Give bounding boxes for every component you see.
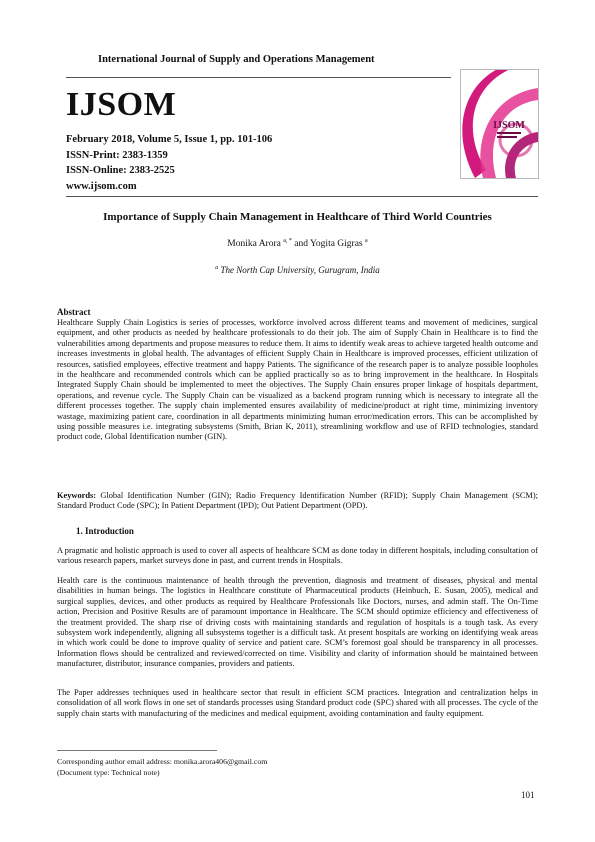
intro-paragraph-3: The Paper addresses techniques used in healthcare sector that result in efficient SCM practices. Integration and centralization helps in consolidation of all work flows in one set of standards processes using Standard product code (SPC) shared with all processes. The cycle of the supply chain starts with manufacturing of the medicines and medical equipment, avoiding contamination and faulty equipment. bbox=[57, 688, 538, 718]
header-rule bbox=[66, 77, 451, 78]
website: www.ijsom.com bbox=[66, 180, 137, 192]
issn-online: ISSN-Online: 2383-2525 bbox=[66, 165, 175, 176]
affiliation-text: The North Cap University, Gurugram, India bbox=[218, 265, 380, 275]
cover-logo-text: IJSOM bbox=[493, 120, 525, 131]
author-1-affil-mark: a, * bbox=[283, 237, 292, 244]
authors bbox=[0, 239, 595, 249]
corresponding-author: Corresponding author email address: monika.arora406@gmail.com bbox=[57, 757, 268, 766]
journal-acronym: IJSOM bbox=[66, 86, 177, 123]
cover-graphic bbox=[461, 70, 538, 178]
journal-cover-image bbox=[460, 69, 539, 179]
author-2-affil-mark: a bbox=[365, 237, 368, 244]
keywords-label: Keywords: bbox=[57, 491, 97, 500]
journal-name: International Journal of Supply and Operations Management bbox=[98, 54, 375, 65]
affiliation-mark: a bbox=[215, 265, 219, 271]
document-type: (Document type: Technical note) bbox=[57, 767, 160, 777]
footnote bbox=[57, 757, 267, 778]
abstract-heading: Abstract bbox=[57, 307, 91, 317]
keywords bbox=[57, 491, 538, 512]
journal-meta bbox=[66, 132, 272, 194]
footnote-rule bbox=[57, 750, 217, 751]
section-heading-introduction: 1. Introduction bbox=[76, 526, 134, 536]
issn-print: ISSN-Print: 2383-1359 bbox=[66, 149, 168, 161]
page-number: 101 bbox=[521, 790, 535, 800]
intro-paragraph-1: A pragmatic and holistic approach is used to cover all aspects of healthcare SCM as done today in different hospitals, including consultation of various research papers, market surveys done in past, and current trends in Hospitals. bbox=[57, 546, 538, 566]
affiliation bbox=[0, 265, 595, 275]
paper-title: Importance of Supply Chain Management in Healthcare of Third World Countries bbox=[103, 211, 492, 223]
abstract-text: Healthcare Supply Chain Logistics is series of processes, workforce involved across different teams and movement of medicines, surgical equipment, and other products as needed by healthcare professionals to do their job. The aim of Supply Chain in Healthcare is to find the vulnerabilities among departments and propose measures to reduce them. It aims to identify weak areas to achieve targeted health outcome and increases investments in global health. The advantages of efficient Supply Chain in Healthcare is improved processes, efficient utilization of resources, satisfied employees, effective treatment and happy Patients. The significance of the research paper is to analyze possible loopholes in the healthcare and recommended controls which can be applied practically so as to bring improvement in the healthcare. In Hospitals Integrated Supply Chain should be implemented to meet the objectives. The Supply Chain ensures proper linkage of hospitals department, operations, and revenue cycle. The Supply Chain can be visualized as a backend program running which is necessary to integrate all the different processes together. The supply chain implemented ensures availability of medicine/product at right time, minimizing inventory wastage, maximizing patient care, coordination in all departments minimizing human error/medication errors. This can be accomplished by using possible measures i.e. integrating subsystems (Smith, Brian K, 2011), streamlining workflow and use of RFID technologies, standard product code, Global Identification number (GIN). bbox=[57, 318, 538, 442]
author-2: and Yogita Gigras bbox=[291, 239, 366, 249]
author-1: Monika Arora bbox=[227, 239, 281, 249]
header-bottom-rule bbox=[66, 196, 538, 197]
issue-line: February 2018, Volume 5, Issue 1, pp. 101-106 bbox=[66, 134, 273, 145]
keywords-text: Global Identification Number (GIN); Radio Frequency Identification Number (RFID); Supply Chain Management (SCM); Standard Product Code (SPC); In Patient Department (IPD); Out Patient Department (OPD). bbox=[57, 491, 538, 511]
intro-paragraph-2: Health care is the continuous maintenance of health through the prevention, diagnosis and treatment of diseases, physical and mental disabilities in human beings. The logistics in Healthcare constitute of Pharmaceutical products (Heinbuch, E. Susan, 2005), medical and surgical supplies, devices, and other products as required by Healthcare Professionals like Doctors, nurses, and admin staff. The On-Time action, Precision and Positive Results are of paramount importance in Healthcare. The SCM should optimize efficiency and effectiveness of the treatment provided. The sharp rise of driving costs with maintaining standards and regulation of hospitals is a tough task. As every subsystem work independently, aligning all subsystems together is a difficult task. At present hospitals are working on identifying weak areas in which work could be done to improve quality of service and patient care. SCM’s foremost goal should be transparency in all processes. Information flows should be centralized and reviewed/corrected on time. Visibility and clarity of information should be maintained between manufacturer, distributor, insurance companies, providers and patients. bbox=[57, 576, 538, 669]
